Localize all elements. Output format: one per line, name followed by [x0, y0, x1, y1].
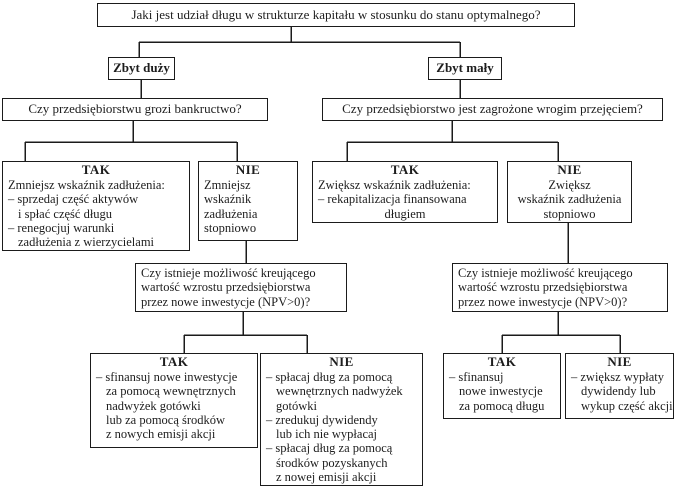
- node-line: przez nowe inwestycje (NPV>0)?: [458, 294, 628, 309]
- node-npv-right-tak: [443, 353, 561, 419]
- node-line: Czy istnieje możliwość kreującego: [458, 266, 633, 280]
- node-too-big: Zbyt duży: [108, 57, 175, 80]
- node-line: wskaźnik zadłużenia: [517, 192, 622, 207]
- node-title: TAK: [390, 162, 420, 177]
- node-title: NIE: [235, 162, 261, 177]
- node-line: zadłużenia z wierzycielami: [18, 235, 155, 250]
- node-line: – sfinansuj nowe inwestycje: [96, 370, 238, 384]
- node-title: NIE: [557, 162, 582, 177]
- node-right-tak: [312, 161, 498, 223]
- node-line: wewnętrznych nadwyżek: [276, 384, 403, 399]
- node-title: NIE: [329, 354, 354, 369]
- node-line: wartość wzrostu przedsiębiorstwa: [458, 280, 628, 295]
- node-question-bankruptcy: Czy przedsiębiorstwu grozi bankructwo?: [2, 98, 268, 121]
- node-line: wskaźnik: [204, 192, 252, 207]
- node-root-question: Jaki jest udział długu w strukturze kapitału w stosunku do stanu optymalnego?: [97, 3, 575, 27]
- node-npv-left-tak: [90, 353, 258, 448]
- node-line: długiem: [384, 206, 426, 221]
- node-title: TAK: [487, 354, 517, 369]
- node-title: TAK: [81, 162, 111, 177]
- node-line: wykup część akcji: [581, 398, 673, 413]
- node-line: z nowych emisji akcji: [106, 427, 216, 442]
- node-question-takeover: Czy przedsiębiorstwo jest zagrożone wrogim przejęciem?: [322, 98, 663, 121]
- node-line: gotówki: [276, 398, 317, 413]
- node-question-npv-left: [135, 263, 347, 312]
- node-line: i spłać część długu: [18, 206, 113, 221]
- node-npv-left-nie: [260, 353, 423, 486]
- node-line: przez nowe inwestycje (NPV>0)?: [141, 294, 311, 309]
- node-line: – renegocjuj warunki: [8, 220, 115, 235]
- node-line: lub ich nie wypłacaj: [276, 427, 378, 442]
- node-line: za pomocą wewnętrznych: [106, 384, 236, 399]
- node-line: nowe inwestycje: [459, 384, 543, 399]
- node-line: stopniowo: [543, 206, 596, 221]
- node-line: za pomocą długu: [459, 398, 545, 413]
- node-line: – zwiększ wypłaty: [571, 370, 665, 384]
- node-line: Czy istnieje możliwość kreującego: [141, 266, 316, 280]
- node-line: zadłużenia: [204, 206, 258, 221]
- node-left-nie: [198, 161, 298, 241]
- node-left-tak: [2, 161, 190, 251]
- node-line: wartość wzrostu przedsiębiorstwa: [141, 280, 311, 295]
- node-npv-right-nie: [565, 353, 674, 419]
- node-line: – spłacaj dług za pomocą: [266, 441, 393, 456]
- node-line: Zmniejsz wskaźnik zadłużenia:: [8, 178, 165, 192]
- node-right-nie: [507, 161, 632, 223]
- node-line: dywidendy lub: [581, 384, 656, 399]
- node-line: Zwiększ wskaźnik zadłużenia:: [318, 178, 471, 192]
- node-line: – spłacaj dług za pomocą: [266, 370, 393, 384]
- node-line: – sprzedaj część aktywów: [8, 192, 139, 207]
- node-line: – sfinansuj: [449, 370, 504, 384]
- node-line: – zredukuj dywidendy: [266, 412, 378, 427]
- node-line: – rekapitalizacja finansowana: [318, 192, 467, 207]
- node-line: Zmniejsz: [204, 178, 251, 192]
- node-line: stopniowo: [204, 220, 257, 235]
- node-line: środków pozyskanych: [276, 455, 388, 470]
- node-line: z nowej emisji akcji: [276, 470, 377, 485]
- node-question-npv-right: [452, 263, 668, 312]
- node-title: TAK: [159, 354, 189, 369]
- node-too-small: Zbyt mały: [428, 57, 502, 80]
- node-line: lub za pomocą środków: [106, 412, 226, 427]
- node-line: nadwyżek gotówki: [106, 398, 201, 413]
- node-title: NIE: [607, 354, 632, 369]
- node-line: Zwiększ: [548, 178, 591, 192]
